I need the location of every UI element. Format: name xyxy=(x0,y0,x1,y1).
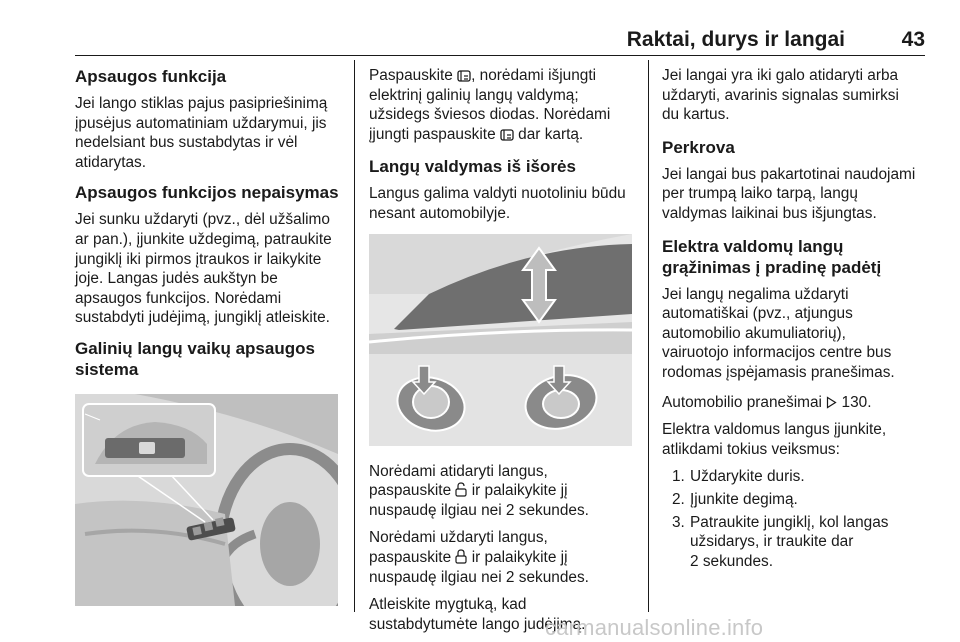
section-override xyxy=(75,182,343,328)
column-3 xyxy=(662,66,930,574)
section-title: Apsaugos funkcijos nepaisymas xyxy=(75,183,339,203)
text-run: ir palaikykite jį nuspaudę ilgiau nei 2 sekundes. xyxy=(369,482,589,519)
text-run: , norėdami išjungti elektrinį galinių langų valdymą; užsidegs šviesos diodas. Norėdami įjungti paspauskite xyxy=(369,67,611,143)
text-run: dar kartą. xyxy=(513,125,584,143)
section-remote-windows xyxy=(369,156,637,223)
list-item xyxy=(662,467,930,487)
list-item xyxy=(662,513,930,572)
section-protection xyxy=(75,66,343,172)
section-title: Apsaugos funkcija xyxy=(75,67,227,86)
unlock-key-icon xyxy=(455,482,467,497)
list-item xyxy=(662,490,930,510)
text-run: Paspauskite xyxy=(369,67,458,84)
step-number: 3. xyxy=(672,513,685,531)
header-divider xyxy=(75,55,925,56)
text-run: Norėdami atidaryti langus, paspauskite xyxy=(369,462,548,500)
child-lock-instructions xyxy=(369,66,637,144)
chapter-title: Raktai, durys ir langai xyxy=(626,28,845,51)
section-window-reset xyxy=(662,236,930,383)
text-run: Norėdami uždaryti langus, paspauskite xyxy=(369,529,548,566)
step-number: 2. xyxy=(672,490,685,508)
reference-triangle-icon xyxy=(826,396,837,409)
text-run: ir palaikykite jį nuspaudę ilgiau nei 2 sekundes. xyxy=(369,548,589,586)
section-text: Jei sunku uždaryti (pvz., dėl užšalimo ar pan.), įjunkite uždegimą, patraukite jungiklį iki pirmos įtraukos ir laikykite joje. Langas judės aukštyn be apsaugos funkcijos. Norėdami sustabdyti judėjimą, jungiklį atleiskite. xyxy=(75,211,332,327)
column-1 xyxy=(75,66,343,606)
text-run: 130. xyxy=(837,393,872,411)
section-text: Jei lango stiklas pajus pasipriešinimą įpusėjus automatiniam uždarymui, jis nedelsiant bus sustabdytas ir vėl atidarytas. xyxy=(75,95,328,171)
steps-list xyxy=(662,467,930,571)
step-number: 1. xyxy=(672,468,685,486)
section-overload xyxy=(662,137,930,224)
remote-window-illustration xyxy=(369,234,632,446)
step-text: Patraukite jungiklį, kol langas užsidarys, ir traukite dar 2 sekundes. xyxy=(690,513,889,570)
section-text: Jei langų negalima uždaryti automatiškai (pvz., atjungus automobilio akumuliatorių), vairuotojo informacijos centre bus rodomas įspėjamasis pranešimas. xyxy=(662,285,895,381)
page-header xyxy=(75,28,925,58)
step-text: Uždarykite duris. xyxy=(690,468,805,486)
child-lock-illustration xyxy=(75,394,338,606)
child-lock-icon xyxy=(500,128,514,141)
lock-key-icon xyxy=(455,549,467,564)
section-text: Langus galima valdyti nuotoliniu būdu nesant automobilyje. xyxy=(369,185,626,222)
step-text: Įjunkite degimą. xyxy=(690,490,798,508)
column-divider-2 xyxy=(648,60,649,612)
window-and-key-illustration xyxy=(369,234,632,446)
open-instructions xyxy=(369,462,637,521)
steps-intro: Elektra valdomus langus įjunkite, atlikdami tokius veiksmus: xyxy=(662,421,887,458)
section-child-lock xyxy=(75,338,343,380)
page-number: 43 xyxy=(901,28,925,51)
child-lock-icon xyxy=(457,69,471,82)
section-title: Elektra valdomų langų grąžinimas į pradinę padėtį xyxy=(662,236,882,277)
interior-door-illustration xyxy=(75,394,338,606)
column-2 xyxy=(369,66,637,642)
close-instructions xyxy=(369,528,637,587)
hazard-flash-text: Jei langai yra iki galo atidaryti arba uždaryti, avarinis signalas sumirksi du kartus. xyxy=(662,67,899,124)
watermark: carmanualsonline.info xyxy=(545,615,764,640)
column-divider-1 xyxy=(354,60,355,612)
text-run: Automobilio pranešimai xyxy=(662,393,827,411)
section-title: Perkrova xyxy=(662,137,735,157)
release-instructions: Atleiskite mygtuką, kad sustabdytumėte lango judėjimą. xyxy=(369,596,586,633)
section-title: Langų valdymas iš išorės xyxy=(369,157,576,177)
section-title: Galinių langų vaikų apsaugos sistema xyxy=(75,338,315,379)
reference-line xyxy=(662,393,930,413)
section-text: Jei langai bus pakartotinai naudojami per trumpą laiko tarpą, langų valdymas laikinai bus išjungtas. xyxy=(662,165,916,222)
